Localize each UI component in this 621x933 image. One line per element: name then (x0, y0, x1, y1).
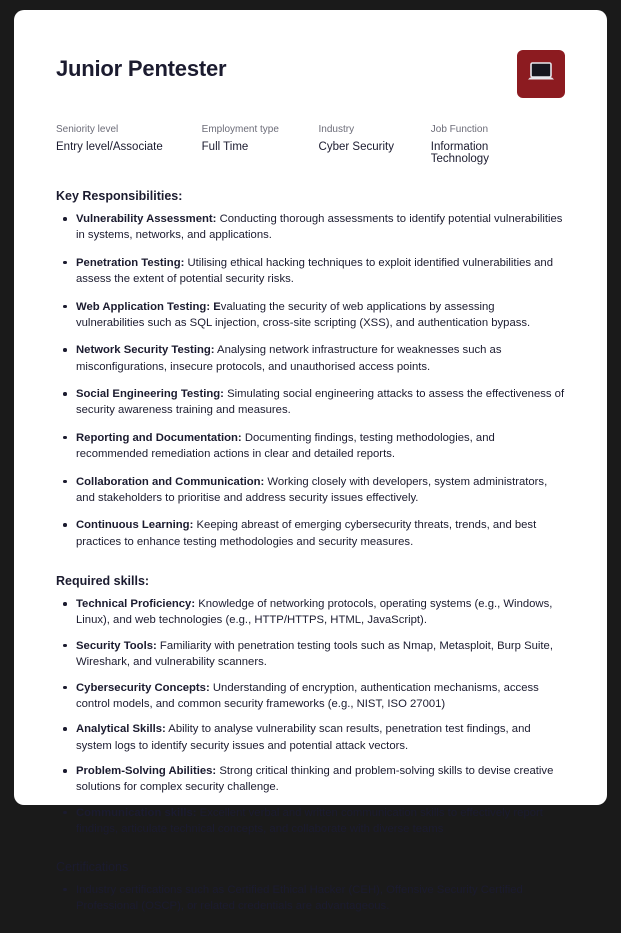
meta-label: Employment type (201, 124, 279, 135)
meta-label: Job Function (430, 124, 489, 135)
list-item (74, 342, 565, 375)
meta-seniority (56, 124, 178, 165)
list-item-text: Industry certifications such as Certified Ethical Hacker (CEH), Offensive Security Certified Professional (OSCP), or related credentials are advantageous. (76, 883, 523, 912)
responsibilities-list (56, 211, 565, 550)
list-item-term: Vulnerability Assessment: (76, 213, 217, 225)
list-item-text: Analysing network infrastructure for weaknesses such as misconfigurations, insecure protocols, and unauthorised access points. (76, 344, 502, 373)
list-item-text: Simulating social engineering attacks to assess the effectiveness of security awareness training and measures. (76, 388, 565, 417)
list-item (74, 299, 565, 332)
job-description-card (14, 10, 607, 912)
certifications-list (56, 882, 565, 915)
meta-label: Seniority level (56, 124, 119, 135)
list-item-text: Excellent verbal and written communication skills to effectively report findings, articulate technical concepts, and collaborate with diverse teams (76, 806, 543, 836)
list-item-term: Penetration Testing: (76, 256, 185, 269)
meta-value: Information Technology (430, 141, 489, 165)
list-item-term: Continuous Learning: (76, 519, 194, 532)
list-item (74, 517, 565, 550)
list-item (74, 680, 565, 713)
list-item-term: Web Application Testing: E (76, 300, 221, 313)
page-title: Junior Pentester (56, 56, 227, 81)
responsibilities-heading: Key Responsibilities: (56, 189, 183, 203)
list-item-term: Reporting and Documentation: (76, 431, 242, 444)
list-item (74, 638, 565, 671)
meta-value: Cyber Security (318, 141, 394, 153)
meta-industry (319, 124, 407, 165)
list-item (74, 721, 565, 754)
list-item-text: Conducting thorough assessments to identify potential vulnerabilities in systems, networks, and applications. (76, 213, 563, 242)
list-item-text: valuating the security of web applications by assessing vulnerabilities such as SQL injection, cross-site scripting (XSS), and authentication bypass. (76, 300, 531, 329)
list-item (74, 805, 565, 838)
list-item-term: Technical Proficiency: (76, 598, 196, 610)
list-item-term: Cybersecurity Concepts: (76, 681, 210, 694)
list-item-text: Utilising ethical hacking techniques to exploit identified vulnerabilities and assess the extent of potential security risks. (76, 256, 553, 286)
list-item-text: Familiarity with penetration testing tools such as Nmap, Metasploit, Burp Suite, Wireshark, and vulnerability scanners. (76, 639, 553, 669)
company-logo (517, 50, 565, 98)
list-item-term: Social Engineering Testing: (76, 388, 224, 400)
required-skills-list (56, 596, 565, 838)
list-item-term: Analytical Skills: (76, 723, 166, 736)
card-content (14, 10, 607, 933)
list-item-term: Collaboration and Communication: (76, 475, 265, 488)
list-item (74, 596, 565, 629)
required-skills-heading: Required skills: (56, 574, 150, 588)
list-item (74, 763, 565, 796)
meta-row (56, 124, 565, 165)
laptop-icon (527, 61, 555, 88)
meta-employment-type (202, 124, 295, 165)
list-item-text: Documenting findings, testing methodologies, and recommended remediation actions in clear and detailed reports. (76, 431, 495, 461)
list-item (74, 474, 565, 507)
list-item (74, 386, 565, 419)
list-item-text: Keeping abreast of emerging cybersecurity threats, trends, and best practices to enhance testing methodologies and security measures. (76, 519, 537, 548)
list-item (74, 211, 565, 244)
list-item-text: Knowledge of networking protocols, operating systems (e.g., Windows, Linux), and web technologies (e.g., HTTP/HTTPS, HTML, JavaScript). (76, 598, 553, 627)
list-item-text: Working closely with developers, system administrators, and stakeholders to prioritise and address security issues effectively. (76, 475, 548, 504)
list-item-term: Security Tools: (76, 639, 157, 652)
meta-job-function (431, 124, 541, 165)
list-item (74, 255, 565, 288)
certifications-heading: Certifications (56, 859, 129, 874)
list-item-term: Communication skills: (76, 806, 197, 819)
list-item (74, 882, 565, 915)
meta-value: Entry level/Associate (56, 141, 163, 153)
list-item-text: Strong critical thinking and problem-solving skills to devise creative solutions for complex security challenge. (76, 765, 554, 794)
list-item (74, 430, 565, 463)
meta-value: Full Time (201, 141, 249, 153)
list-item-term: Problem-Solving Abilities: (76, 765, 217, 777)
header-row (56, 48, 565, 98)
meta-label: Industry (318, 124, 355, 135)
list-item-text: Ability to analyse vulnerability scan results, penetration test findings, and system logs to identify security issues and potential attack vectors. (76, 723, 531, 752)
list-item-text: Understanding of encryption, authentication mechanisms, access control models, and common security frameworks (e.g., NIST, ISO 27001) (76, 681, 539, 710)
list-item-term: Network Security Testing: (76, 344, 215, 357)
